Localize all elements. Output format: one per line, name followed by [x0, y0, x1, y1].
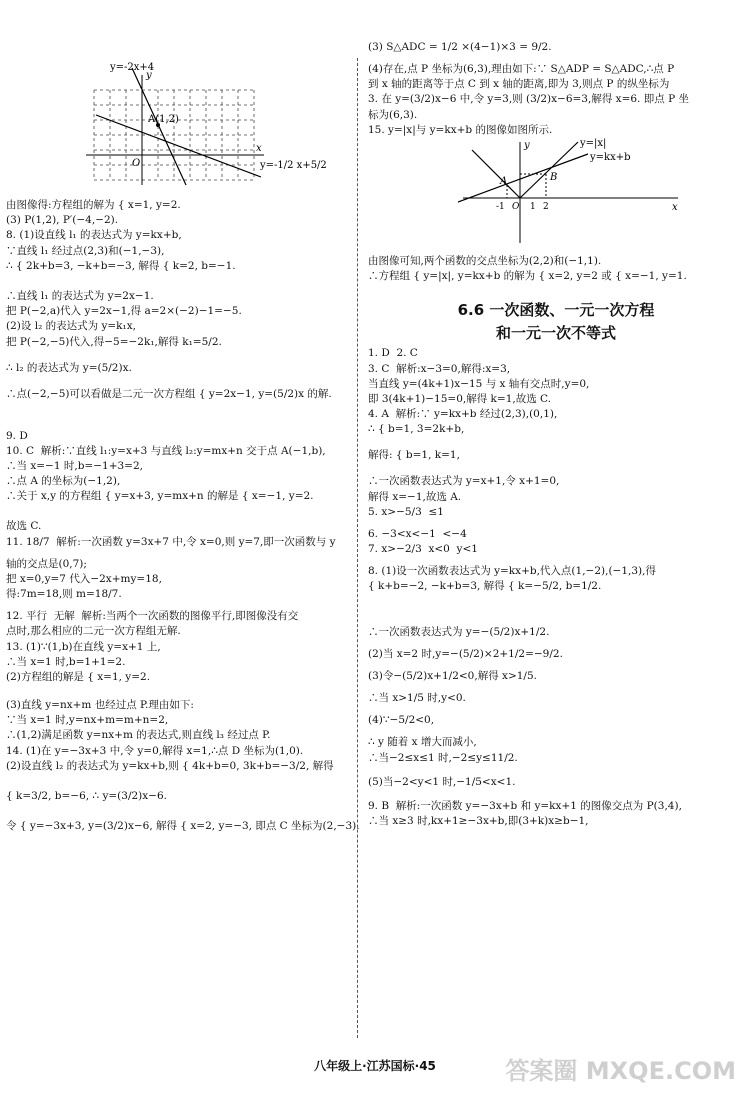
text-line: 14. (1)在 y=−3x+3 中,令 y=0,解得 x=1,∴点 D 坐标为(1,0).: [6, 744, 304, 757]
graph1-label-y: y: [146, 70, 152, 81]
text-line: ∴ { b=1, 3=2k+b,: [368, 423, 465, 436]
text-line: (3)直线 y=nx+m 也经过点 P.理由如下:: [6, 698, 194, 711]
graph2-tick: -1: [496, 202, 505, 213]
text-line: 12. 平行 无解 解析:当两个一次函数的图像平行,即图像没有交: [6, 610, 299, 623]
text-line: ∴当−2≤x≤1 时,−2≤y≤11/2.: [368, 751, 518, 764]
text-line: 解得: { b=1, k=1,: [368, 449, 460, 462]
graph1-label-x: x: [256, 143, 262, 154]
text-line: 10. C 解析:∵直线 l₁:y=x+3 与直线 l₂:y=mx+n 交于点 A(−1,b),: [6, 444, 326, 457]
text-line: (3) S△ADC = 1/2 ×(4−1)×3 = 9/2.: [368, 41, 552, 53]
text-line: 把 P(−2,a)代入 y=2x−1,得 a=2×(−2)−1=−5.: [6, 305, 242, 318]
text-line: (2)设直线 l₂ 的表达式为 y=kx+b,则 { 4k+b=0, 3k+b=−3/2, 解得: [6, 759, 334, 772]
text-line: 由图像得:方程组的解为 { x=1, y=2.: [6, 199, 181, 211]
text-line: 把 x=0,y=7 代入−2x+my=18,: [6, 572, 162, 585]
text-line: ∴ { 2k+b=3, −k+b=−3, 解得 { k=2, b=−1.: [6, 259, 236, 272]
graph1-label-origin: O: [132, 158, 141, 169]
text-line: ∴当 x>1/5 时,y<0.: [368, 692, 466, 705]
text-line: ∵当 x=1 时,y=nx+m=m+n=2,: [6, 714, 169, 727]
text-line: 8. (1)设直线 l₁ 的表达式为 y=kx+b,: [6, 229, 182, 242]
text-line: ∴(1,2)满足函数 y=nx+m 的表达式,则直线 l₃ 经过点 P.: [6, 729, 271, 742]
graph1-label-point: A(1,2): [148, 114, 179, 125]
graph1-label-line1: y=-2x+4: [110, 62, 155, 73]
text-line: ∴方程组 { y=|x|, y=kx+b 的解为 { x=2, y=2 或 { x=−1, y=1.: [368, 270, 687, 283]
text-line: 1. D 2. C: [368, 347, 418, 360]
text-line: ∴一次函数表达式为 y=−(5/2)x+1/2.: [368, 626, 550, 639]
graph2-tick: 2: [543, 202, 549, 213]
text-line: 3. 在 y=(3/2)x−6 中,令 y=3,则 (3/2)x−6=3,解得 x=6. 即点 P 坐: [368, 93, 689, 106]
text-line: (2)方程组的解是 { x=1, y=2.: [6, 670, 151, 683]
section-title-line2: 和一元一次不等式: [495, 323, 616, 342]
text-line: ∴当 x=−1 时,b=−1+3=2,: [6, 459, 144, 472]
text-line: 13. (1)∵(1,b)在直线 y=x+1 上,: [6, 640, 161, 653]
text-line: 故选 C.: [6, 520, 42, 533]
graph1-label-line2: y=-1/2 x+5/2: [260, 160, 327, 171]
graph2-tick: O: [512, 202, 520, 213]
text-line: 当直线 y=(4k+1)x−15 与 x 轴有交点时,y=0,: [368, 377, 590, 390]
graph2-label-a: A: [500, 176, 508, 188]
text-line: 解得 x=−1,故选 A.: [368, 490, 462, 503]
text-line: 令 { y=−3x+3, y=(3/2)x−6, 解得 { x=2, y=−3, 即点 C 坐标为(2,−3).: [6, 819, 360, 832]
graph2-label-y: y: [524, 140, 530, 152]
text-line: ∴ l₂ 的表达式为 y=(5/2)x.: [6, 361, 132, 374]
page-footer: 八年级上·江苏国标·45: [314, 1059, 436, 1073]
text-line: ∴直线 l₁ 的表达式为 y=2x−1.: [6, 289, 154, 302]
text-line: { k=3/2, b=−6, ∴ y=(3/2)x−6.: [6, 789, 168, 802]
text-line: (4)存在,点 P 坐标为(6,3),理由如下:∵ S△ADP = S△ADC,∴点 P: [368, 63, 675, 75]
text-line: 6. −3<x<−1 <−4: [368, 527, 467, 540]
graph-abs-and-linear: [458, 138, 718, 248]
text-line: (3) P(1,2), P′(−4,−2).: [6, 214, 119, 227]
text-line: (5)当−2<y<1 时,−1/5<x<1.: [368, 775, 516, 788]
text-line: 5. x>−5/3 ≤1: [368, 505, 444, 518]
graph2-label-kxb: y=kx+b: [590, 152, 631, 164]
graph-linear-system: [76, 40, 376, 190]
text-line: 9. D: [6, 429, 28, 442]
text-line: ∴关于 x,y 的方程组 { y=x+3, y=mx+n 的解是 { x=−1, y=2.: [6, 490, 314, 503]
column-divider: [357, 58, 358, 1038]
graph2-label-b: B: [550, 172, 558, 184]
text-line: 4. A 解析:∵ y=kx+b 经过(2,3),(0,1),: [368, 408, 558, 421]
right-column: [368, 40, 744, 829]
text-line: (2)设 l₂ 的表达式为 y=k₁x,: [6, 320, 137, 333]
left-column: [6, 40, 360, 834]
text-line: ∴点 A 的坐标为(−1,2),: [6, 475, 121, 488]
text-line: (2)当 x=2 时,y=−(5/2)×2+1/2=−9/2.: [368, 648, 563, 661]
text-line: 11. 18/7 解析:一次函数 y=3x+7 中,令 x=0,则 y=7,即一次函数与 y: [6, 535, 336, 548]
text-line: ∴一次函数表达式为 y=x+1,令 x+1=0,: [368, 475, 560, 488]
text-line: 即 3(4k+1)−15=0,解得 k=1,故选 C.: [368, 392, 552, 405]
text-line: 轴的交点是(0,7);: [6, 557, 87, 570]
text-line: ∵直线 l₁ 经过点(2,3)和(−1,−3),: [6, 244, 165, 257]
text-line: 8. (1)设一次函数表达式为 y=kx+b,代入点(1,−2),(−1,3),得: [368, 565, 656, 578]
text-line: 标为(6,3).: [368, 108, 418, 121]
text-line: { k+b=−2, −k+b=3, 解得 { k=−5/2, b=1/2.: [368, 580, 602, 593]
text-line: 9. B 解析:一次函数 y=−3x+b 和 y=kx+1 的图像交点为 P(3,4),: [368, 799, 682, 812]
graph2-label-abs: y=|x|: [580, 138, 607, 150]
graph2-tick: 1: [530, 202, 536, 213]
text-line: 到 x 轴的距离等于点 C 到 x 轴的距离,即为 3,则点 P 的纵坐标为: [368, 78, 670, 91]
section-title: [368, 299, 744, 344]
text-line: (3)令−(5/2)x+1/2<0,解得 x>1/5.: [368, 670, 537, 683]
text-line: 7. x>−2/3 x<0 y<1: [368, 543, 478, 556]
text-line: (4)∵−5/2<0,: [368, 714, 435, 727]
line-abs-left: [472, 150, 520, 198]
text-line: 把 P(−2,−5)代入,得−5=−2k₁,解得 k₁=5/2.: [6, 335, 222, 348]
text-line: ∴当 x≥3 时,kx+1≥−3x+b,即(3+k)x≥b−1,: [368, 814, 589, 827]
text-line: ∴点(−2,−5)可以看做是二元一次方程组 { y=2x−1, y=(5/2)x 的解.: [6, 387, 332, 400]
text-line: 15. y=|x|与 y=kx+b 的图像如图所示.: [368, 123, 553, 136]
section-title-line1: 6.6 一次函数、一元一次方程: [457, 301, 655, 320]
text-line: 点时,那么相应的二元一次方程组无解.: [6, 625, 181, 638]
text-line: 由图像可知,两个函数的交点坐标为(2,2)和(−1,1).: [368, 255, 602, 268]
watermark-logo: 答案圈 MXQE.COM: [505, 1057, 736, 1085]
text-line: ∴ y 随着 x 增大而减小,: [368, 736, 477, 749]
text-line: 3. C 解析:x−3=0,解得:x=3,: [368, 362, 511, 375]
graph2-label-x: x: [672, 202, 678, 214]
text-line: 得:7m=18,则 m=18/7.: [6, 588, 122, 601]
text-line: ∴当 x=1 时,b=1+1=2.: [6, 655, 126, 668]
